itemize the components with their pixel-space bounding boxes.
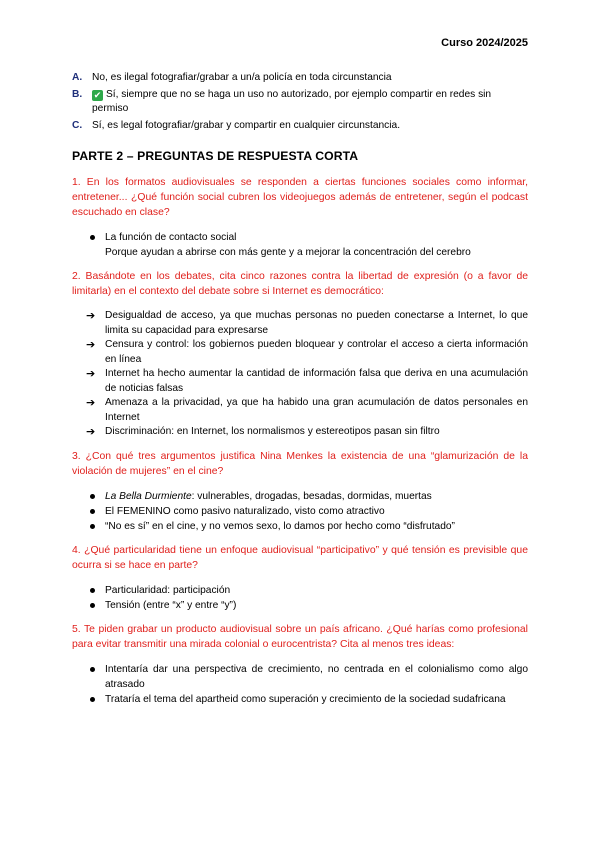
question-3: 3. ¿Con qué tres argumentos justifica Nina Menkes la existencia de una “glamurización de la violación de mujeres” en el cine? bbox=[72, 450, 528, 477]
option-b bbox=[72, 88, 528, 116]
bullet-icon bbox=[90, 697, 95, 702]
answer-text: “No es sí” en el cine, y no vemos sexo, lo damos por hecho como “disfrutado” bbox=[105, 520, 455, 532]
answer-list-5 bbox=[72, 662, 528, 707]
film-title: La Bella Durmiente bbox=[105, 490, 192, 502]
option-letter: C. bbox=[72, 120, 83, 131]
answer-text: Desigualdad de acceso, ya que muchas personas no pueden conectarse a Internet, lo que limita su capacidad para expresarse bbox=[105, 310, 528, 336]
answer-text: El FEMENINO como pasivo naturalizado, visto como atractivo bbox=[105, 505, 385, 517]
arrow-icon: ➔ bbox=[86, 339, 96, 351]
option-letter: B. bbox=[72, 89, 83, 100]
question-5: 5. Te piden grabar un producto audiovisual sobre un país africano. ¿Qué harías como profesional para evitar transmitir una mirada colonial o eurocentrista? Cita al menos tres ideas: bbox=[72, 623, 528, 650]
option-text: Sí, siempre que no se haga un uso no autorizado, por ejemplo compartir en redes sin permiso bbox=[92, 89, 492, 114]
list-item bbox=[72, 519, 528, 534]
list-item bbox=[72, 338, 528, 367]
bullet-icon bbox=[90, 235, 95, 240]
answer-text: Discriminación: en Internet, los normalismos y estereotipos pasan sin filtro bbox=[105, 426, 440, 437]
checkmark-icon: ✔ bbox=[93, 90, 102, 100]
list-item bbox=[72, 583, 528, 598]
list-item bbox=[72, 309, 528, 338]
answer-text: Intentaría dar una perspectiva de crecimiento, no centrada en el colonialismo como algo atrasado bbox=[105, 663, 528, 690]
option-c bbox=[72, 119, 528, 133]
arrow-icon: ➔ bbox=[86, 310, 96, 322]
answer-text: La función de contacto social bbox=[105, 232, 237, 243]
list-item bbox=[72, 396, 528, 425]
section-heading: PARTE 2 – PREGUNTAS DE RESPUESTA CORTA bbox=[72, 149, 359, 163]
list-item bbox=[72, 367, 528, 396]
document-content bbox=[72, 68, 528, 707]
answer-text: Particularidad: participación bbox=[105, 584, 231, 596]
list-item bbox=[72, 489, 528, 504]
course-label: Curso 2024/2025 bbox=[441, 37, 528, 49]
option-text: Sí, es legal fotografiar/grabar y compartir en cualquier circunstancia. bbox=[92, 120, 401, 131]
list-item bbox=[72, 504, 528, 519]
list-item bbox=[72, 425, 528, 440]
answer-text: Amenaza a la privacidad, ya que ha habido una gran acumulación de datos personales en Internet bbox=[105, 397, 528, 423]
answer-text: Tensión (entre “x” y entre “y”) bbox=[105, 599, 237, 611]
answer-text: Censura y control: los gobiernos pueden bloquear y controlar el acceso a cierta información en línea bbox=[105, 339, 528, 365]
bullet-icon bbox=[90, 588, 95, 593]
arrow-icon: ➔ bbox=[86, 426, 96, 438]
list-item bbox=[72, 598, 528, 613]
question-2: 2. Basándote en los debates, cita cinco razones contra la libertad de expresión (o a favor de limitarla) en el contexto del debate sobre si Internet es democrático: bbox=[72, 271, 528, 297]
list-item bbox=[72, 662, 528, 692]
answer-list-1 bbox=[72, 230, 528, 260]
answer-detail: Porque ayudan a abrirse con más gente y a mejorar la concentración del cerebro bbox=[105, 247, 471, 258]
answer-list-2 bbox=[72, 309, 528, 440]
question-1: 1. En los formatos audiovisuales se responden a ciertas funciones sociales como informar, entretener... ¿Qué función social cubren los videojuegos además de entretener, según el podcast escuchado en clase? bbox=[72, 177, 528, 218]
bullet-icon bbox=[90, 524, 95, 529]
list-item bbox=[72, 692, 528, 707]
option-text: No, es ilegal fotografiar/grabar a un/a policía en toda circunstancia bbox=[92, 72, 392, 83]
bullet-icon bbox=[90, 667, 95, 672]
answer-list-4 bbox=[72, 583, 528, 613]
bullet-icon bbox=[90, 509, 95, 514]
question-4: 4. ¿Qué particularidad tiene un enfoque audiovisual “participativo” y qué tensión es previsible que ocurra si se hace en parte? bbox=[72, 544, 528, 571]
arrow-icon: ➔ bbox=[86, 368, 96, 380]
answer-list-3 bbox=[72, 489, 528, 534]
list-item bbox=[72, 230, 528, 260]
bullet-icon bbox=[90, 603, 95, 608]
bullet-icon bbox=[90, 494, 95, 499]
arrow-icon: ➔ bbox=[86, 397, 96, 409]
answer-text: Trataría el tema del apartheid como superación y crecimiento de la sociedad sudafricana bbox=[105, 693, 506, 705]
option-letter: A. bbox=[72, 72, 83, 83]
answer-text: : vulnerables, drogadas, besadas, dormidas, muertas bbox=[191, 490, 432, 502]
answer-text: Internet ha hecho aumentar la cantidad de información falsa que deriva en una acumulación de noticias falsas bbox=[105, 368, 528, 394]
option-a bbox=[72, 71, 528, 85]
